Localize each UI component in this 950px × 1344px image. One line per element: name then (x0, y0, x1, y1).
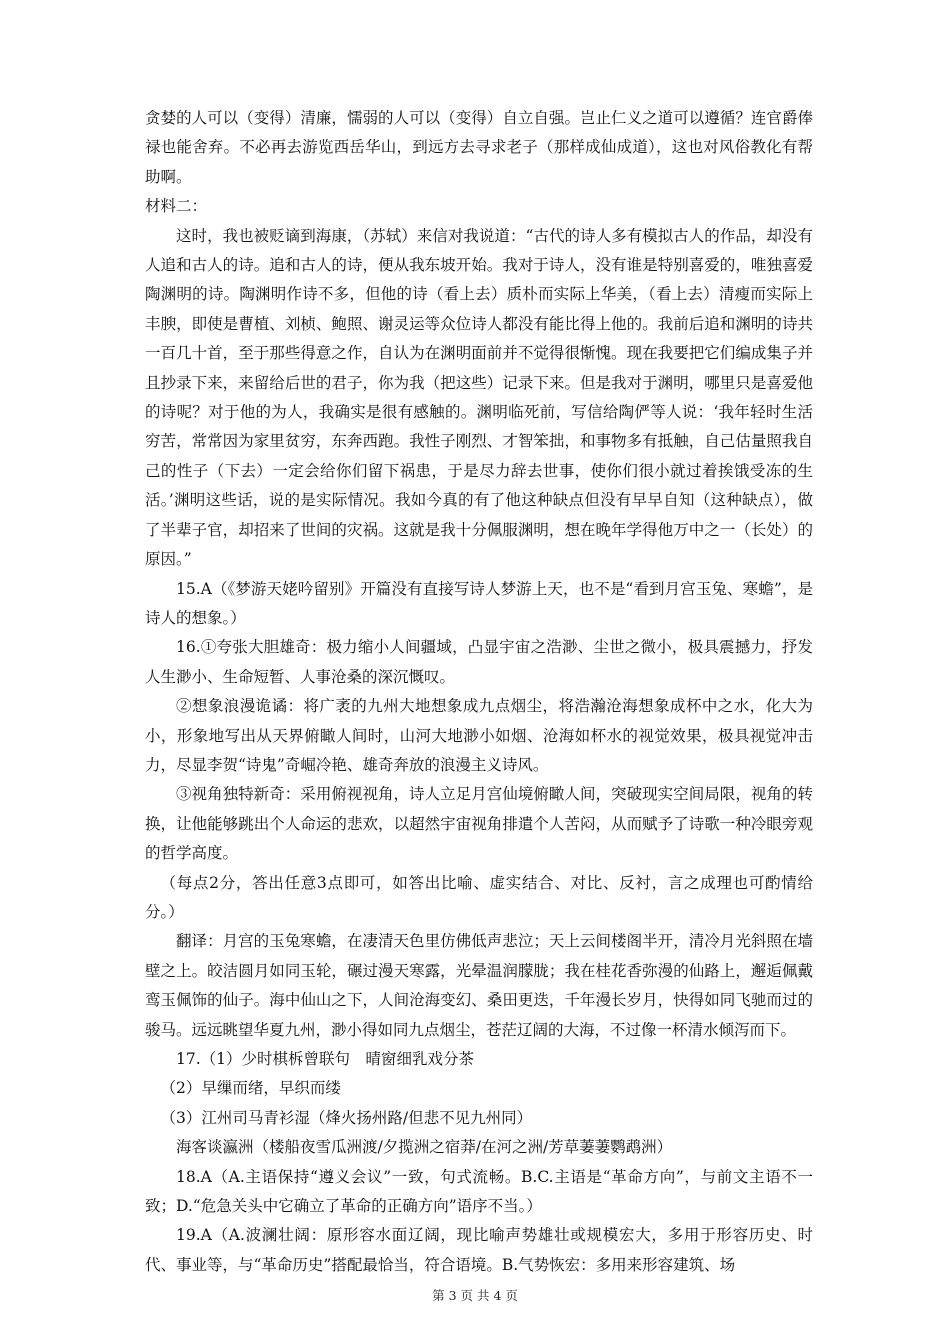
answer-16-translation: 翻译：月宫的玉兔寒蟾，在凄清天色里仿佛低声悲泣；天上云间楼阁半开，清冷月光斜照在墙壁之上。皎洁圆月如同玉轮，碾过漫天寒露，光晕温润朦胧；我在桂花香弥漫的仙路上，邂逅佩戴鸾玉佩饰的仙子。海中仙山之下，人间沧海变幻、桑田更迭，千年漫长岁月，快得如同飞驰而过的骏马。远远眺望华夏九州，渺小得如同九点烟尘，苍茫辽阔的大海，不过像一杯清水倾泻而下。 (145, 932, 813, 1039)
paragraph-translation-end: 贪婪的人可以（变得）清廉，懦弱的人可以（变得）自立自强。岂止仁义之道可以遵循？连官爵俸禄也能舍弃。不必再去游览西岳华山，到远方去寻求老子（那样成仙成道），这也对风俗教化有帮助啊。 (145, 109, 813, 186)
heading-material-two: 材料二： (145, 197, 208, 216)
answer-17-part-3: （3）江州司马青衫湿（烽火扬州路/但悲不见九州同） (160, 1108, 533, 1127)
answer-16-point-1: 16.①夸张大胆雄奇：极力缩小人间疆域，凸显宇宙之浩渺、尘世之微小，极具震撼力，抒发人生渺小、生命短暂、人事沧桑的深沉慨叹。 (145, 638, 813, 686)
answer-15: 15.A（《梦游天姥吟留别》开篇没有直接写诗人梦游上天，也不是“看到月宫玉兔、寒蟾”，是诗人的想象。） (145, 579, 813, 627)
answer-19: 19.A（A.波澜壮阔：原形容水面辽阔，现比喻声势雄壮或规模宏大，多用于形容历史、时代、事业等，与“革命历史”搭配最恰当，符合语境。B.气势恢宏：多用来形容建筑、场 (145, 1226, 813, 1274)
page-footer: 第 3 页 共 4 页 (432, 1288, 518, 1303)
answer-16-point-3: ③视角独特新奇：采用俯视视角，诗人立足月宫仙境俯瞰人间，突破现实空间局限，视角的转换，让他能够跳出个人命运的悲欢，以超然宇宙视角排遣个人苦闷，从而赋予了诗歌一种冷眼旁观的哲学高度。 (145, 785, 813, 863)
paragraph-material-two: 这时，我也被贬谪到海康，（苏轼）来信对我说道：“古代的诗人多有模拟古人的作品，却没有人追和古人的诗。追和古人的诗，便从我东坡开始。我对于诗人，没有谁是特别喜爱的，唯独喜爱陶渊明的诗。陶渊明作诗不多，但他的诗（看上去）质朴而实际上华美，（看上去）清瘦而实际上丰腴，即使是曹植、刘桢、鲍照、谢灵运等众位诗人都没有能比得上他的。我前后追和渊明的诗共一百几十首，至于那些得意之作，自认为在渊明面前并不觉得很惭愧。现在我要把它们编成集子并且抄录下来，来留给后世的君子，你为我（把这些）记录下来。但是我对于渊明，哪里只是喜爱他的诗呢？对于他的为人，我确实是很有感触的。渊明临死前，写信给陶俨等人说：‘我年轻时生活穷苦，常常因为家里贫穷，东奔西跑。我性子刚烈、才智笨拙，和事物多有抵触，自己估量照我自己的性子（下去）一定会给你们留下祸患，于是尽力辞去世事，使你们很小就过着挨饿受冻的生活。’渊明这些话，说的是实际情况。我如今真的有了他这种缺点但没有早早自知（这种缺点），做了半辈子官，却招来了世间的灾祸。这就是我十分佩服渊明，想在晚年学得他万中之一（长处）的原因。” (145, 226, 813, 569)
answer-17-part-1: 17.（1）少时棋柝曾联句 晴窗细乳戏分茶 (176, 1050, 475, 1068)
answer-16-point-2: ②想象浪漫诡谲：将广袤的九州大地想象成九点烟尘，将浩瀚沧海想象成杯中之水，化大为小，形象地写出从天界俯瞰人间时，山河大地渺小如烟、沧海如杯水的视觉效果，极具视觉冲击力，尽显李贺“诗鬼”奇崛冷艳、雄奇奔放的浪漫主义诗风。 (145, 697, 813, 774)
answer-18: 18.A（A.主语保持“遵义会议”一致，句式流畅。B.C.主语是“革命方向”，与前文主语不一致；D.“危急关头中它确立了革命的正确方向”语序不当。） (145, 1167, 813, 1216)
answer-17-part-2: （2）早缫而绪，早织而缕 (160, 1079, 341, 1098)
answer-16-scoring-note: （每点2分，答出任意3点即可，如答出比喻、虚实结合、对比、反衬，言之成理也可酌情给分。） (145, 873, 813, 921)
document-page (145, 104, 813, 1280)
answer-17-part-3-alt: 海客谈瀛洲（楼船夜雪瓜洲渡/夕揽洲之宿莽/在河之洲/芳草萋萋鹦鹉洲） (176, 1138, 673, 1157)
